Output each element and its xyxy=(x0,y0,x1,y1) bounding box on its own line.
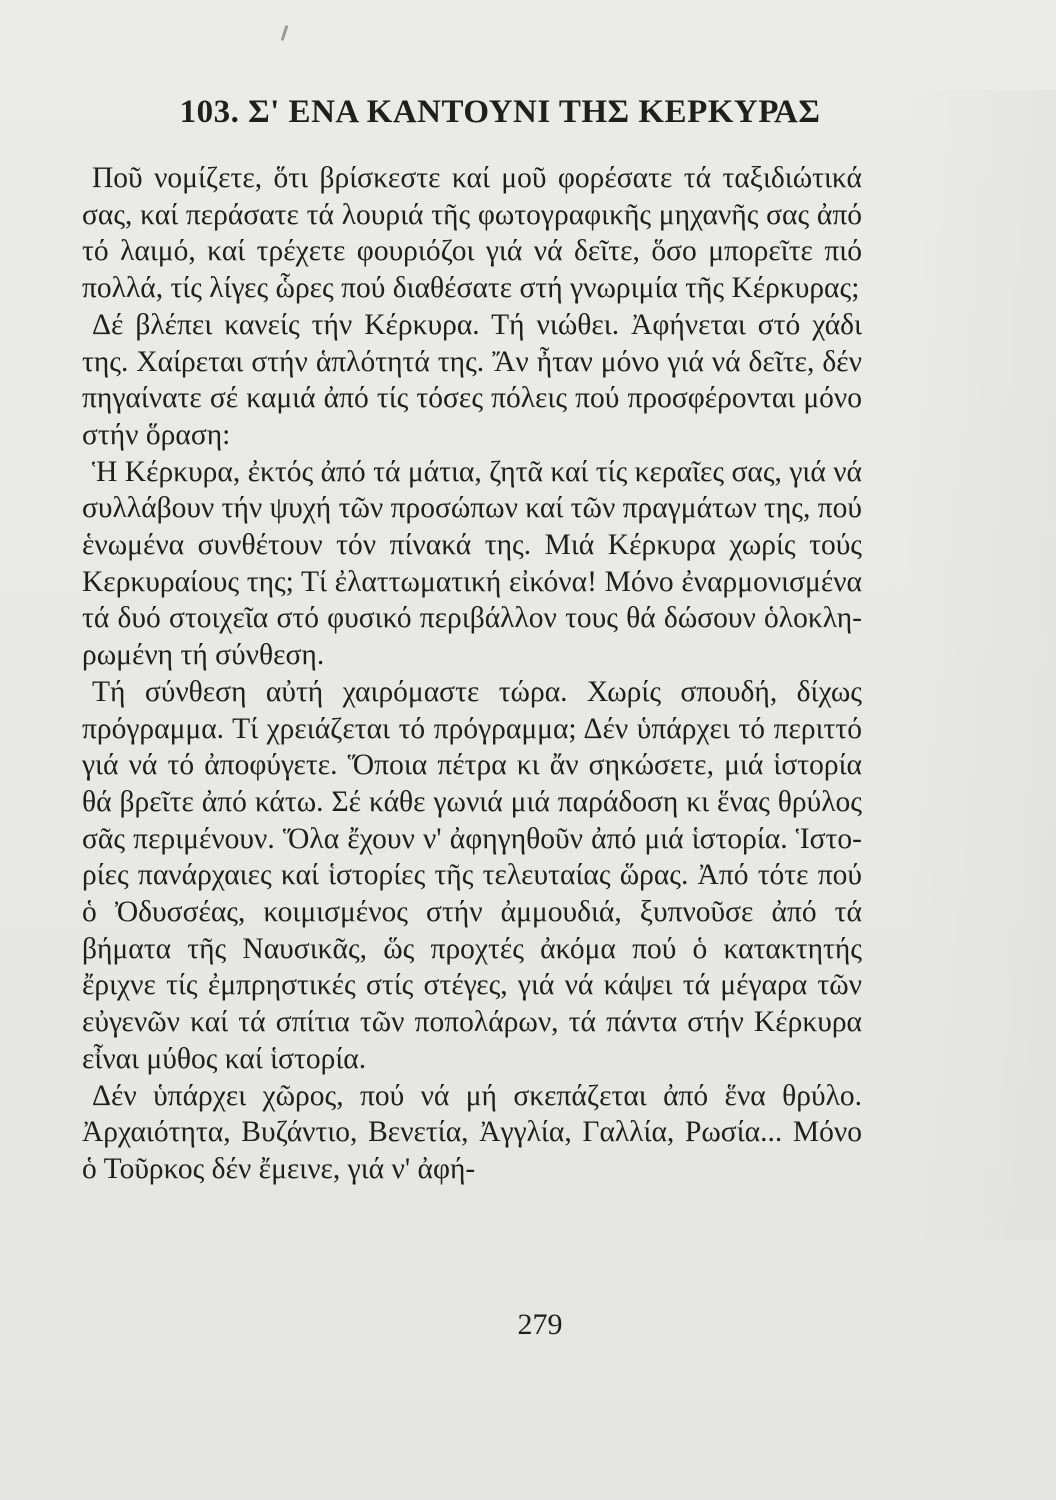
paragraph-1: Ποῦ νομίζετε, ὅτι βρίσκεστε καί μοῦ φορέσατε τά ταξιδιώτικά σας, καί περάσατε τά λουριά τῆς φωτογραφικῆς μηχανῆς σας ἀπό τό λαιμό, καί τρέχετε φουριόζοι γιά νά δεῖτε, ὅσο μπορεῖτε πιό πολλά, τίς λίγες ὧρες πού διαθέσατε στή γνωριμία τῆς Κέρκυρας; xyxy=(82,162,862,305)
paragraph-5: Δέν ὑπάρχει χῶρος, πού νά μή σκεπάζεται ἀπό ἕνα θρύλο. Ἀρχαιότητα, Βυζάντιο, Βενετία, Ἀγγλία, Γαλλία, Ρωσία... Μόνο ὁ Τοῦρκος δέν ἔμεινε, γιά ν' ἀφή- xyxy=(82,1079,862,1185)
ink-mark xyxy=(281,25,289,41)
page-number: 279 xyxy=(517,1308,563,1341)
paragraph-2: Δέ βλέπει κανείς τήν Κέρκυρα. Τή νιώθει. Ἀφήνεται στό χάδι της. Χαίρεται στήν ἁπλότητά της. Ἄν ἦταν μόνο γιά νά δεῖτε, δέν πηγαίνατε σέ καμιά ἀπό τίς τόσες πόλεις πού προσφέρονται μόνο στήν ὅραση: xyxy=(82,308,862,451)
paragraph-4: Τή σύνθεση αὐτή χαιρόμαστε τώρα. Χωρίς σπουδή, δίχως πρόγραμμα. Τί χρειάζεται τό πρόγραμμα; Δέν ὑπάρχει τό περιττό γιά νά τό ἀποφύγετε. Ὅποια πέτρα κι ἄν σηκώσετε, μιά ἱστορία θά βρεῖτε ἀπό κάτω. Σέ κάθε γωνιά μιά παράδοση κι ἕνας θρύλος σᾶς περιμένουν. Ὅλα ἔχουν ν' ἀφηγηθοῦν ἀπό μιά ἱστορία. Ἱστορίες πανάρχαιες καί ἱστορίες τῆς τελευταίας ὥρας. Ἀπό τότε πού ὁ Ὀδυσσέας, κοιμισμένος στήν ἀμμουδιά, ξυπνοῦσε ἀπό τά βήματα τῆς Ναυσικᾶς, ὥς προχτές ἀκόμα πού ὁ κατακτητής ἔριχνε τίς ἐμπρηστικές στίς στέγες, γιά νά κάψει τά μέγαρα τῶν εὐγενῶν καί τά σπίτια τῶν ποπολάρων, τά πάντα στήν Κέρκυρα εἶναι μύθος καί ἱστορία. xyxy=(82,675,862,1075)
chapter-title: 103. Σ' ΕΝΑ ΚΑΝΤΟΥΝΙ ΤΗΣ ΚΕΡΚΥΡΑΣ xyxy=(179,94,821,130)
show-through-shadow xyxy=(906,90,1056,1240)
text-column xyxy=(82,60,862,1188)
paragraph-3: Ἡ Κέρκυρα, ἐκτός ἀπό τά μάτια, ζητᾶ καί τίς κεραῖες σας, γιά νά συλλάβουν τήν ψυχή τῶν προσώπων καί τῶν πραγμάτων της, πού ἑνωμένα συνθέτουν τόν πίνακά της. Μιά Κέρκυρα χωρίς τούς Κερκυραίους της; Τί ἐλαττωματική εἰκόνα! Μόνο ἐναρμονισμένα τά δυό στοιχεῖα στό φυσικό περιβάλλον τους θά δώσουν ὁλοκληρωμένη τή σύνθεση. xyxy=(82,455,862,672)
body-text xyxy=(82,160,862,1188)
